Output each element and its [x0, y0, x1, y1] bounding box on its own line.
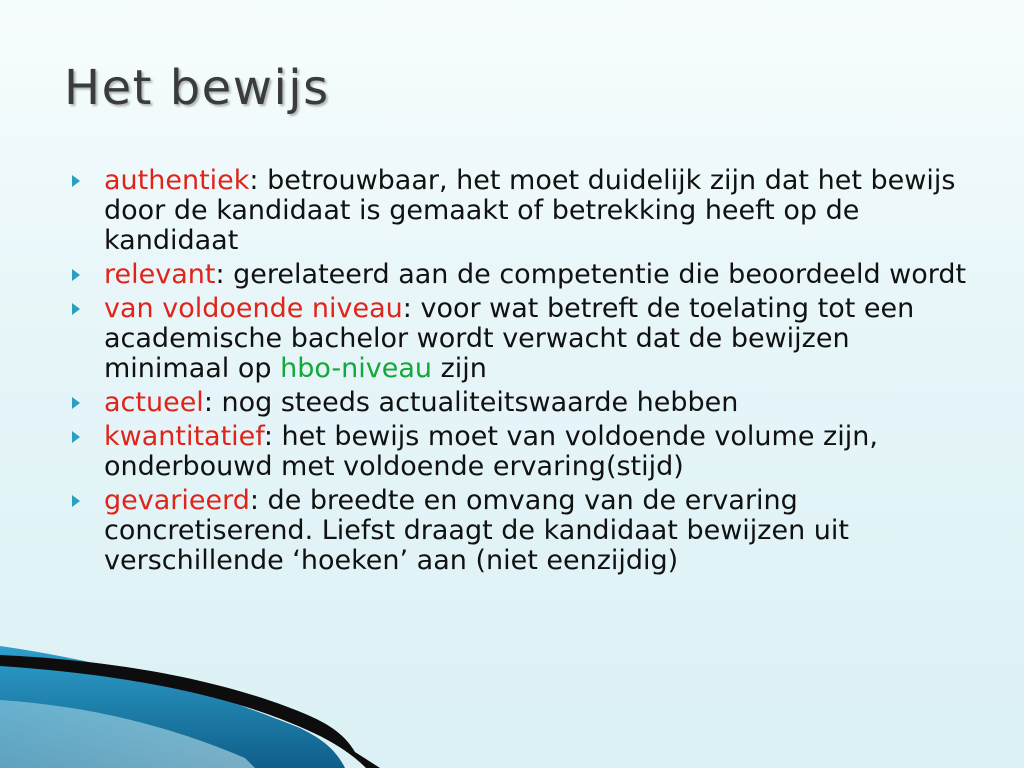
- triangle-bullet-icon: [72, 397, 80, 409]
- bullet-text-after: zijn: [432, 353, 487, 384]
- triangle-bullet-icon: [72, 269, 80, 281]
- bullet-text: : de breedte en omvang van de ervaring concretiserend. Liefst draagt de kandidaat bewijzen uit verschillende ‘hoeken’ aan (niet eenzijdig): [104, 485, 849, 576]
- triangle-bullet-icon: [72, 303, 80, 315]
- bullet-highlight: hbo-niveau: [280, 353, 433, 384]
- bullet-text: : voor wat betreft de toelating tot een academische bachelor wordt verwacht dat de bewijzen minimaal op: [104, 293, 915, 384]
- bullet-term: actueel: [104, 387, 204, 418]
- wave-blue-shape: [0, 646, 345, 768]
- bullet-term: relevant: [104, 259, 216, 290]
- bullet-term: kwantitatief: [104, 421, 264, 452]
- triangle-bullet-icon: [72, 431, 80, 443]
- bullet-item-authentiek: [70, 166, 970, 256]
- bullet-item-van-voldoende-niveau: [70, 294, 970, 384]
- bullet-term: authentiek: [104, 165, 250, 196]
- bullet-term: gevarieerd: [104, 485, 250, 516]
- bullet-text: : gerelateerd aan de competentie die beoordeeld wordt: [215, 259, 967, 290]
- bullet-text: : nog steeds actualiteitswaarde hebben: [203, 387, 739, 418]
- bullet-term: van voldoende niveau: [104, 293, 403, 324]
- bullet-text: : het bewijs moet van voldoende volume zijn, onderbouwd met voldoende ervaring(stijd): [104, 421, 878, 482]
- bullet-item-kwantitatief: [70, 422, 970, 482]
- triangle-bullet-icon: [72, 175, 80, 187]
- bullet-text: : betrouwbaar, het moet duidelijk zijn dat het bewijs door de kandidaat is gemaakt of betrekking heeft op de kandidaat: [104, 165, 956, 256]
- triangle-bullet-icon: [72, 495, 80, 507]
- bullet-list: [70, 166, 970, 580]
- slide-title: Het bewijs: [64, 60, 330, 116]
- wave-light-shape: [0, 700, 255, 768]
- wave-dark-stroke: [0, 655, 380, 768]
- bullet-item-gevarieerd: [70, 486, 970, 576]
- bullet-item-relevant: [70, 260, 970, 290]
- bullet-item-actueel: [70, 388, 970, 418]
